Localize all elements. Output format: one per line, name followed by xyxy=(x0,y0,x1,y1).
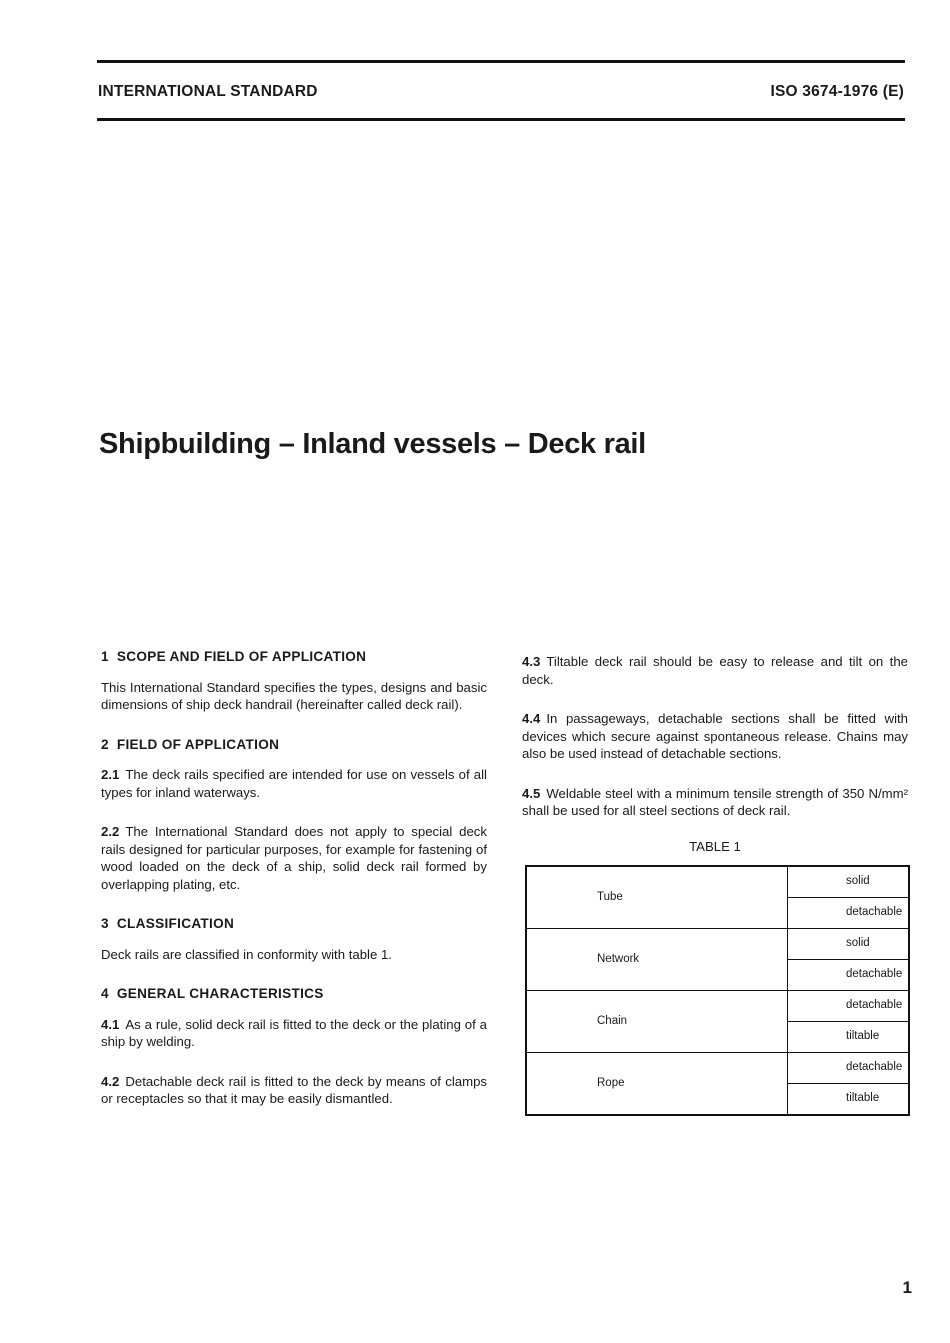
table-variant-cell: detachable xyxy=(788,960,910,991)
table-row xyxy=(526,929,909,960)
table-variant-cell: detachable xyxy=(788,1053,910,1084)
classification-table xyxy=(525,865,910,1116)
document-title: Shipbuilding – Inland vessels – Deck rail xyxy=(99,428,646,460)
left-column xyxy=(101,648,487,1108)
section-3-heading: 3 CLASSIFICATION xyxy=(101,916,235,931)
table-variant-cell: tiltable xyxy=(788,1022,910,1053)
section-1-heading: 1 SCOPE AND FIELD OF APPLICATION xyxy=(101,649,367,664)
table-variant-cell: solid xyxy=(788,929,910,960)
header-standard-label: INTERNATIONAL STANDARD xyxy=(98,83,318,100)
section-1-text: This International Standard specifies the types, designs and basic dimensions of ship deck handrail (hereinafter called deck rail). xyxy=(101,679,487,712)
clause-4-1: 4.1 As a rule, solid deck rail is fitted to the deck or the plating of a ship by welding. xyxy=(101,1016,487,1049)
clause-4-5: 4.5 Weldable steel with a minimum tensile strength of 350 N/mm² shall be used for all steel sections of deck rail. xyxy=(522,785,908,818)
table-caption: TABLE 1 xyxy=(689,838,741,854)
section-2-heading: 2 FIELD OF APPLICATION xyxy=(101,736,280,752)
clause-4-4: 4.4 In passageways, detachable sections shall be fitted with devices which secure against spontaneous release. Chains may also be used instead of detachable sections. xyxy=(522,711,908,761)
header-standard-number: ISO 3674-1976 (E) xyxy=(770,83,904,100)
clause-4-3: 4.3 Tiltable deck rail should be easy to release and tilt on the deck. xyxy=(522,654,908,687)
right-column xyxy=(522,653,908,1116)
table-type-cell: Network xyxy=(526,929,788,991)
table-type-cell: Chain xyxy=(526,991,788,1053)
table-row xyxy=(526,1053,909,1084)
clause-2-1: 2.1 The deck rails specified are intended for use on vessels of all types for inland waterways. xyxy=(101,767,487,800)
clause-2-2: 2.2 The International Standard does not apply to special deck rails designed for particular purposes, for example for fastening of wood loaded on the deck of a ship, solid deck rail formed by overlapping plating, etc. xyxy=(101,824,487,892)
table-row xyxy=(526,991,909,1022)
section-4-heading: 4 GENERAL CHARACTERISTICS xyxy=(101,986,324,1001)
table-variant-cell: solid xyxy=(788,866,910,898)
clause-4-2: 4.2 Detachable deck rail is fitted to the deck by means of clamps or receptacles so that it may be easily dismantled. xyxy=(101,1073,487,1106)
page-number: 1 xyxy=(902,1278,912,1297)
header-rule-bottom xyxy=(97,118,905,121)
table-variant-cell: detachable xyxy=(788,991,910,1022)
table-row xyxy=(526,866,909,898)
table-type-cell: Tube xyxy=(526,866,788,929)
table-variant-cell: detachable xyxy=(788,898,910,929)
table-type-cell: Rope xyxy=(526,1053,788,1116)
table-variant-cell: tiltable xyxy=(788,1084,910,1116)
section-3-text: Deck rails are classified in conformity with table 1. xyxy=(101,946,392,962)
header-rule-top xyxy=(97,60,905,63)
